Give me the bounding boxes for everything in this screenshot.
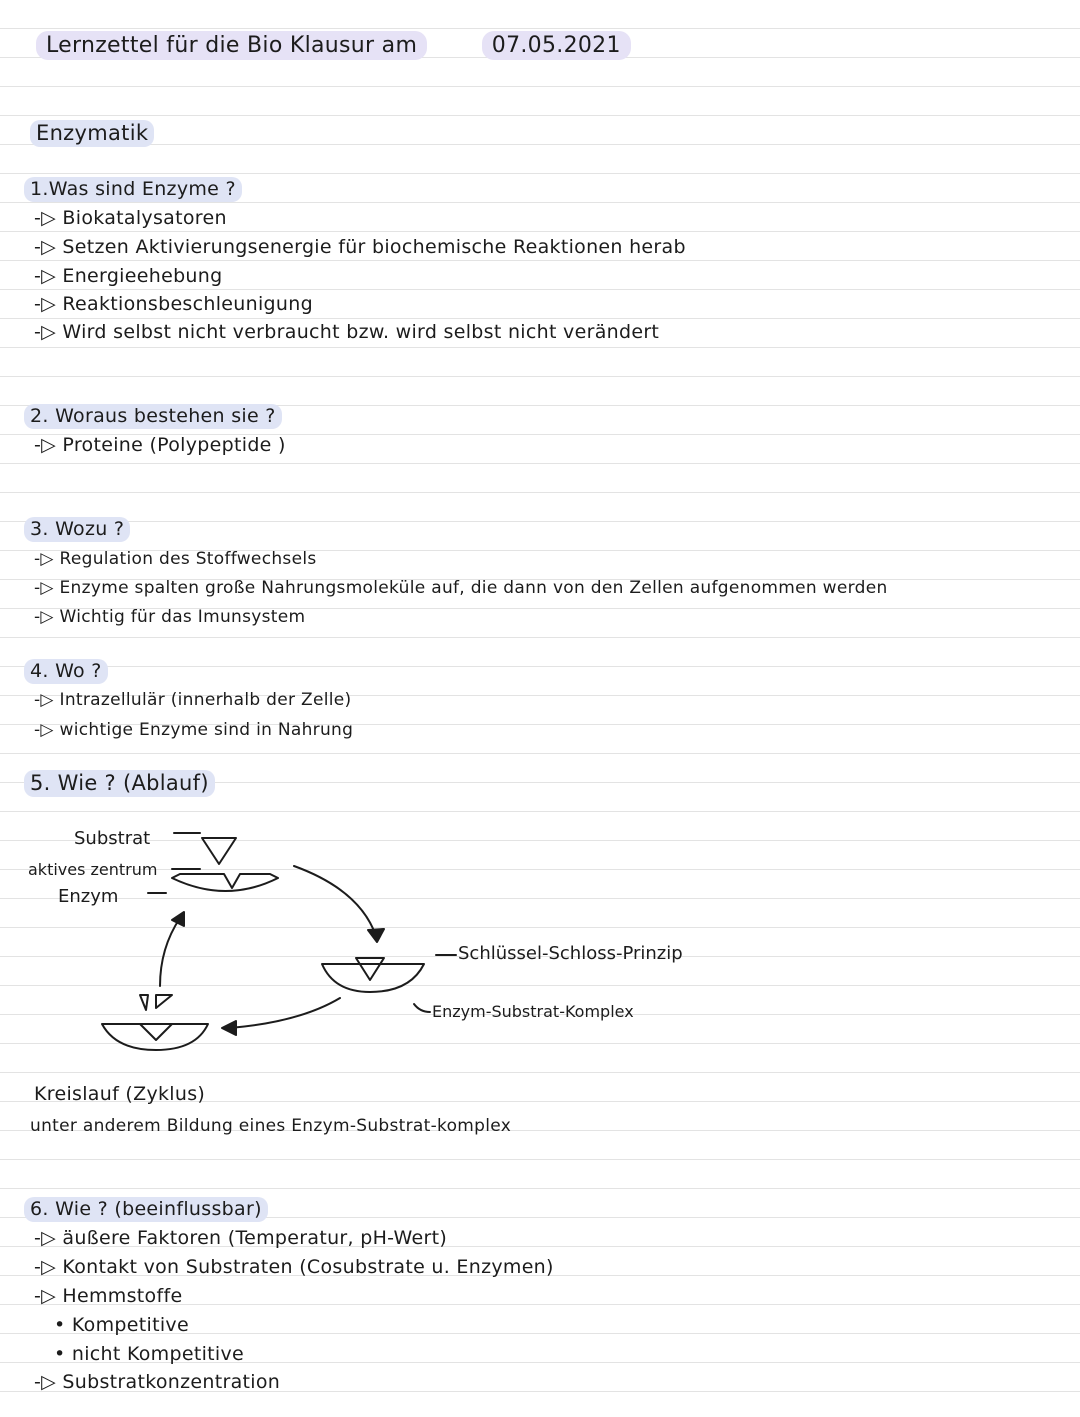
header-title: Lernzettel für die Bio Klausur am (36, 31, 427, 60)
list-item: -▷ Reaktionsbeschleunigung (34, 293, 313, 315)
q4-heading: 4. Wo ? (24, 659, 108, 683)
q1-heading: 1.Was sind Enzyme ? (24, 177, 242, 201)
list-item: -▷ Substratkonzentration (34, 1371, 281, 1393)
label-komplex: Enzym-Substrat-Komplex (432, 1002, 634, 1021)
q6-heading: 6. Wie ? (beeinflussbar) (24, 1197, 268, 1221)
enzym-bottom-site (140, 1024, 172, 1040)
produkt-right (156, 995, 172, 1008)
q2-heading: 2. Woraus bestehen sie ? (24, 404, 282, 428)
komplex-enzym (322, 964, 424, 992)
arrow-left (230, 998, 340, 1028)
list-item: -▷ Regulation des Stoffwechsels (34, 549, 317, 569)
list-item: -▷ Energieehebung (34, 265, 223, 287)
list-item: -▷ Proteine (Polypeptide ) (34, 434, 286, 456)
label-enzym: Enzym (58, 886, 119, 907)
enzym-top (172, 874, 278, 891)
list-item: -▷ Hemmstoffe (34, 1285, 183, 1307)
topic-heading: Enzymatik (30, 121, 154, 145)
komplex-leader (414, 1004, 430, 1012)
list-item: -▷ äußere Faktoren (Temperatur, pH-Wert) (34, 1227, 448, 1249)
produkt-left (140, 995, 148, 1010)
arrow-head (172, 912, 184, 926)
list-item: -▷ Enzyme spalten große Nahrungsmoleküle auf, die dann von den Zellen aufgenommen werden (34, 578, 888, 598)
arrow-up (160, 918, 180, 986)
list-item: -▷ Wird selbst nicht verbraucht bzw. wird selbst nicht verändert (34, 321, 660, 343)
list-item: -▷ wichtige Enzyme sind in Nahrung (34, 720, 354, 740)
list-item: -▷ Wichtig für das Imunsystem (34, 607, 306, 627)
q5-heading: 5. Wie ? (Ablauf) (24, 771, 215, 795)
list-subitem: • nicht Kompetitive (54, 1343, 245, 1365)
list-item: -▷ Biokatalysatoren (34, 207, 227, 229)
arrow-head (368, 929, 384, 942)
list-item: -▷ Kontakt von Substraten (Cosubstrate u. Enzymen) (34, 1256, 554, 1278)
q5-note: Kreislauf (Zyklus) (34, 1083, 206, 1105)
label-aktives-zentrum: aktives zentrum (28, 860, 158, 879)
q5-note: unter anderem Bildung eines Enzym-Substrat-komplex (30, 1116, 512, 1136)
list-subitem: • Kompetitive (54, 1314, 189, 1336)
label-schluessel-schloss: Schlüssel-Schloss-Prinzip (458, 943, 683, 964)
q3-heading: 3. Wozu ? (24, 517, 130, 541)
substrat-triangle (202, 838, 236, 864)
label-substrat: Substrat (74, 828, 151, 849)
arrow-down (294, 866, 376, 936)
list-item: -▷ Intrazellulär (innerhalb der Zelle) (34, 690, 352, 710)
header-date: 07.05.2021 (482, 31, 631, 60)
arrow-head (222, 1021, 236, 1035)
list-item: -▷ Setzen Aktivierungsenergie für biochemische Reaktionen herab (34, 236, 686, 258)
komplex-substrat (356, 958, 384, 980)
enzym-bottom (102, 1024, 208, 1050)
